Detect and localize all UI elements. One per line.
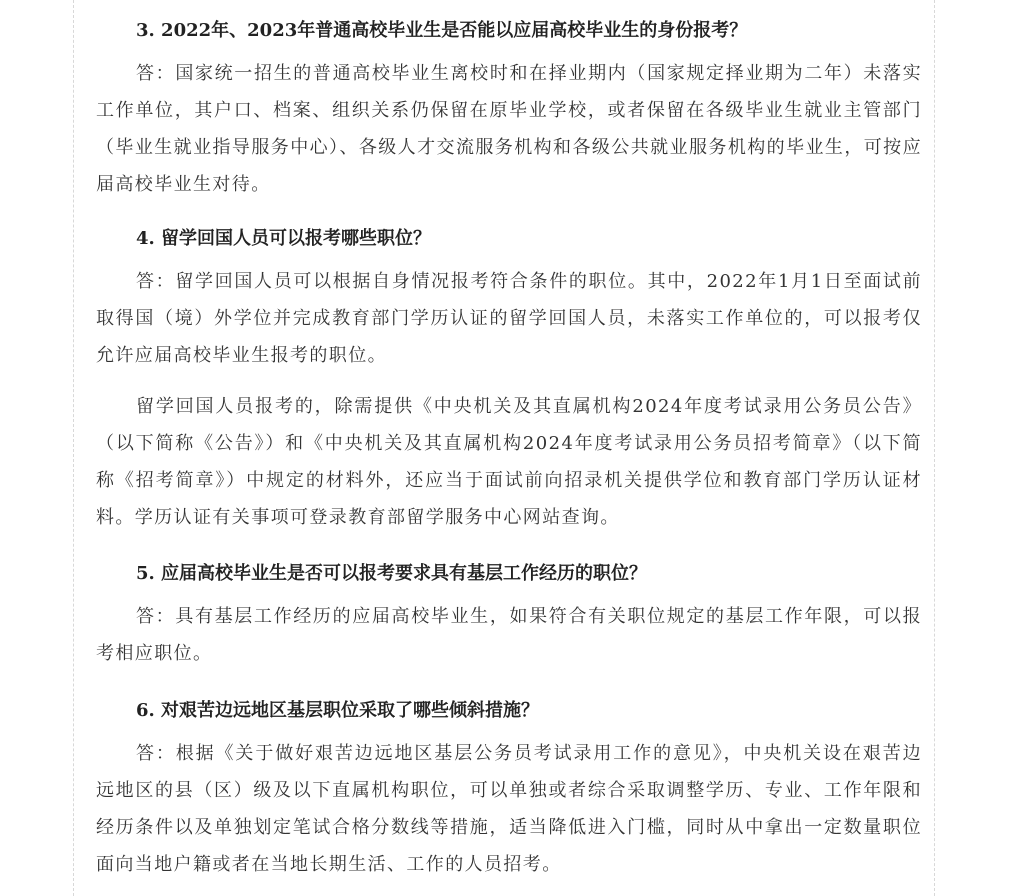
answer-paragraph: 答：国家统一招生的普通高校毕业生离校时和在择业期内（国家规定择业期为二年）未落实工作单位，其户口、档案、组织关系仍保留在原毕业学校，或者保留在各级毕业生就业主管部门（毕业生就业指导服务中心）、各级人才交流服务机构和各级公共就业服务机构的毕业生，可按应届高校毕业生对待。 — [96, 63, 922, 195]
question-heading: 3. 2022年、2023年普通高校毕业生是否能以应届高校毕业生的身份报考？ — [136, 20, 748, 41]
answer-paragraph: 答：根据《关于做好艰苦边远地区基层公务员考试录用工作的意见》，中央机关设在艰苦边远地区的县（区）级及以下直属机构职位，可以单独或者综合采取调整学历、专业、工作年限和经历条件以及单独划定笔试合格分数线等措施，适当降低进入门槛，同时从中拿出一定数量职位面向当地户籍或者在当地长期生活、工作的人员招考。 — [96, 743, 922, 875]
answer-paragraph: 答：具有基层工作经历的应届高校毕业生，如果符合有关职位规定的基层工作年限，可以报考相应职位。 — [96, 606, 922, 664]
answer-paragraph: 留学回国人员报考的，除需提供《中央机关及其直属机构2024年度考试录用公务员公告》（以下简称《公告》）和《中央机关及其直属机构2024年度考试录用公务员招考简章》（以下简称《招考简章》）中规定的材料外，还应当于面试前向招录机关提供学位和教育部门学历认证材料。学历认证有关事项可登录教育部留学服务中心网站查询。 — [96, 396, 922, 528]
question-heading: 4. 留学回国人员可以报考哪些职位？ — [136, 228, 432, 249]
question-heading: 6. 对艰苦边远地区基层职位采取了哪些倾斜措施？ — [136, 700, 540, 721]
answer-paragraph: 答：留学回国人员可以根据自身情况报考符合条件的职位。其中，2022年1月1日至面试前取得国（境）外学位并完成教育部门学历认证的留学回国人员，未落实工作单位的，可以报考仅允许应届高校毕业生报考的职位。 — [96, 271, 922, 366]
question-heading: 5. 应届高校毕业生是否可以报考要求具有基层工作经历的职位？ — [136, 563, 648, 584]
